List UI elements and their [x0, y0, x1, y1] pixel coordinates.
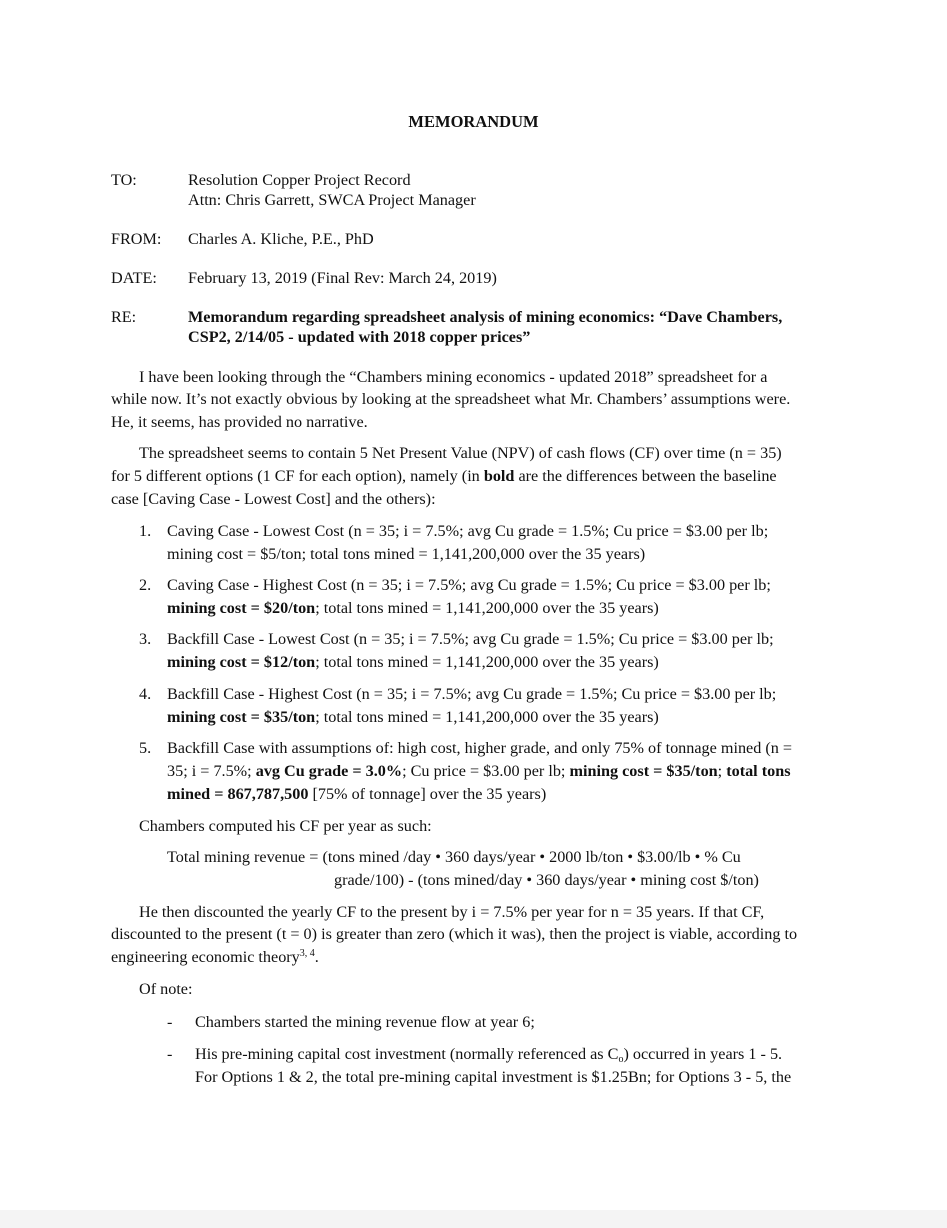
note-2-dash: - [167, 1045, 173, 1063]
option-4-line-2: mining cost = $35/ton; total tons mined = 1,141,200,000 over the 35 years) [167, 708, 659, 726]
note-1-text: Chambers started the mining revenue flow at year 6; [195, 1013, 535, 1031]
option-4-number: 4. [139, 685, 152, 703]
para1-line-2: while now. It’s not exactly obvious by looking at the spreadsheet what Mr. Chambers’ assumptions were. [111, 390, 791, 408]
to-label: TO: [111, 171, 137, 189]
formula-line-1: Total mining revenue = (tons mined /day • 360 days/year • 2000 lb/ton • $3.00/lb • % Cu [167, 848, 741, 866]
option-1-line-2: mining cost = $5/ton; total tons mined = 1,141,200,000 over the 35 years) [167, 545, 646, 563]
para3-line-3: engineering economic theory$^{3, 4}$. [111, 948, 319, 966]
option-1-number: 1. [139, 522, 152, 540]
from-value: Charles A. Kliche, P.E., PhD [188, 230, 374, 248]
para2-line-2: for 5 different options (1 CF for each option), namely (in bold are the differences between the baseline [111, 467, 777, 485]
option-2-number: 2. [139, 576, 152, 594]
option-2-line-1: Caving Case - Highest Cost (n = 35; i = 7.5%; avg Cu grade = 1.5%; Cu price = $3.00 per lb; [167, 576, 771, 594]
option-3-line-2: mining cost = $12/ton; total tons mined = 1,141,200,000 over the 35 years) [167, 653, 659, 671]
option-4-line-1: Backfill Case - Highest Cost (n = 35; i = 7.5%; avg Cu grade = 1.5%; Cu price = $3.00 per lb; [167, 685, 777, 703]
para2-line-3: case [Caving Case - Lowest Cost] and the others): [111, 490, 436, 508]
footnote-ref: 3, 4 [299, 948, 315, 959]
option-5-line-2: 35; i = 7.5%; avg Cu grade = 3.0%; Cu price = $3.00 per lb; mining cost = $35/ton; total tons [167, 762, 791, 780]
of-note-label: Of note: [139, 980, 193, 998]
to-line-1: Resolution Copper Project Record [188, 171, 411, 189]
para1-line-1: I have been looking through the “Chambers mining economics - updated 2018” spreadsheet for a [139, 368, 768, 386]
note-1-dash: - [167, 1013, 173, 1031]
note-2-line-2: For Options 1 & 2, the total pre-mining capital investment is $1.25Bn; for Options 3 - 5, the [195, 1068, 792, 1086]
para3-line-2: discounted to the present (t = 0) is greater than zero (which it was), then the project is viable, according to [111, 925, 798, 943]
re-line-2: CSP2, 2/14/05 - updated with 2018 copper prices” [188, 328, 531, 346]
date-value: February 13, 2019 (Final Rev: March 24, 2019) [188, 269, 497, 287]
date-label: DATE: [111, 269, 157, 287]
option-3-line-1: Backfill Case - Lowest Cost (n = 35; i = 7.5%; avg Cu grade = 1.5%; Cu price = $3.00 per lb; [167, 630, 774, 648]
computed-intro: Chambers computed his CF per year as such: [139, 817, 432, 835]
option-1-line-1: Caving Case - Lowest Cost (n = 35; i = 7.5%; avg Cu grade = 1.5%; Cu price = $3.00 per lb; [167, 522, 769, 540]
note-2-line-1: His pre-mining capital cost investment (normally referenced as $C_o$) occurred in years 1 - 5. [195, 1045, 783, 1065]
formula-line-2: grade/100) - (tons mined/day • 360 days/year • mining cost $/ton) [334, 871, 759, 889]
para1-line-3: He, it seems, has provided no narrative. [111, 413, 368, 431]
option-5-line-1: Backfill Case with assumptions of: high cost, higher grade, and only 75% of tonnage mined (n = [167, 739, 793, 757]
page-title: MEMORANDUM [408, 112, 539, 131]
re-label: RE: [111, 308, 137, 326]
from-label: FROM: [111, 230, 162, 248]
para3-line-1: He then discounted the yearly CF to the present by i = 7.5% per year for n = 35 years. If that CF, [139, 903, 765, 921]
option-5-number: 5. [139, 739, 152, 757]
to-line-2: Attn: Chris Garrett, SWCA Project Manager [188, 191, 476, 209]
re-line-1: Memorandum regarding spreadsheet analysis of mining economics: “Dave Chambers, [188, 308, 783, 326]
page-bottom-edge [0, 1210, 947, 1228]
option-3-number: 3. [139, 630, 152, 648]
option-2-line-2: mining cost = $20/ton; total tons mined = 1,141,200,000 over the 35 years) [167, 599, 659, 617]
option-5-line-3: mined = 867,787,500 [75% of tonnage] over the 35 years) [167, 785, 547, 803]
para2-line-1: The spreadsheet seems to contain 5 Net Present Value (NPV) of cash flows (CF) over time (n = 35) [139, 444, 782, 462]
